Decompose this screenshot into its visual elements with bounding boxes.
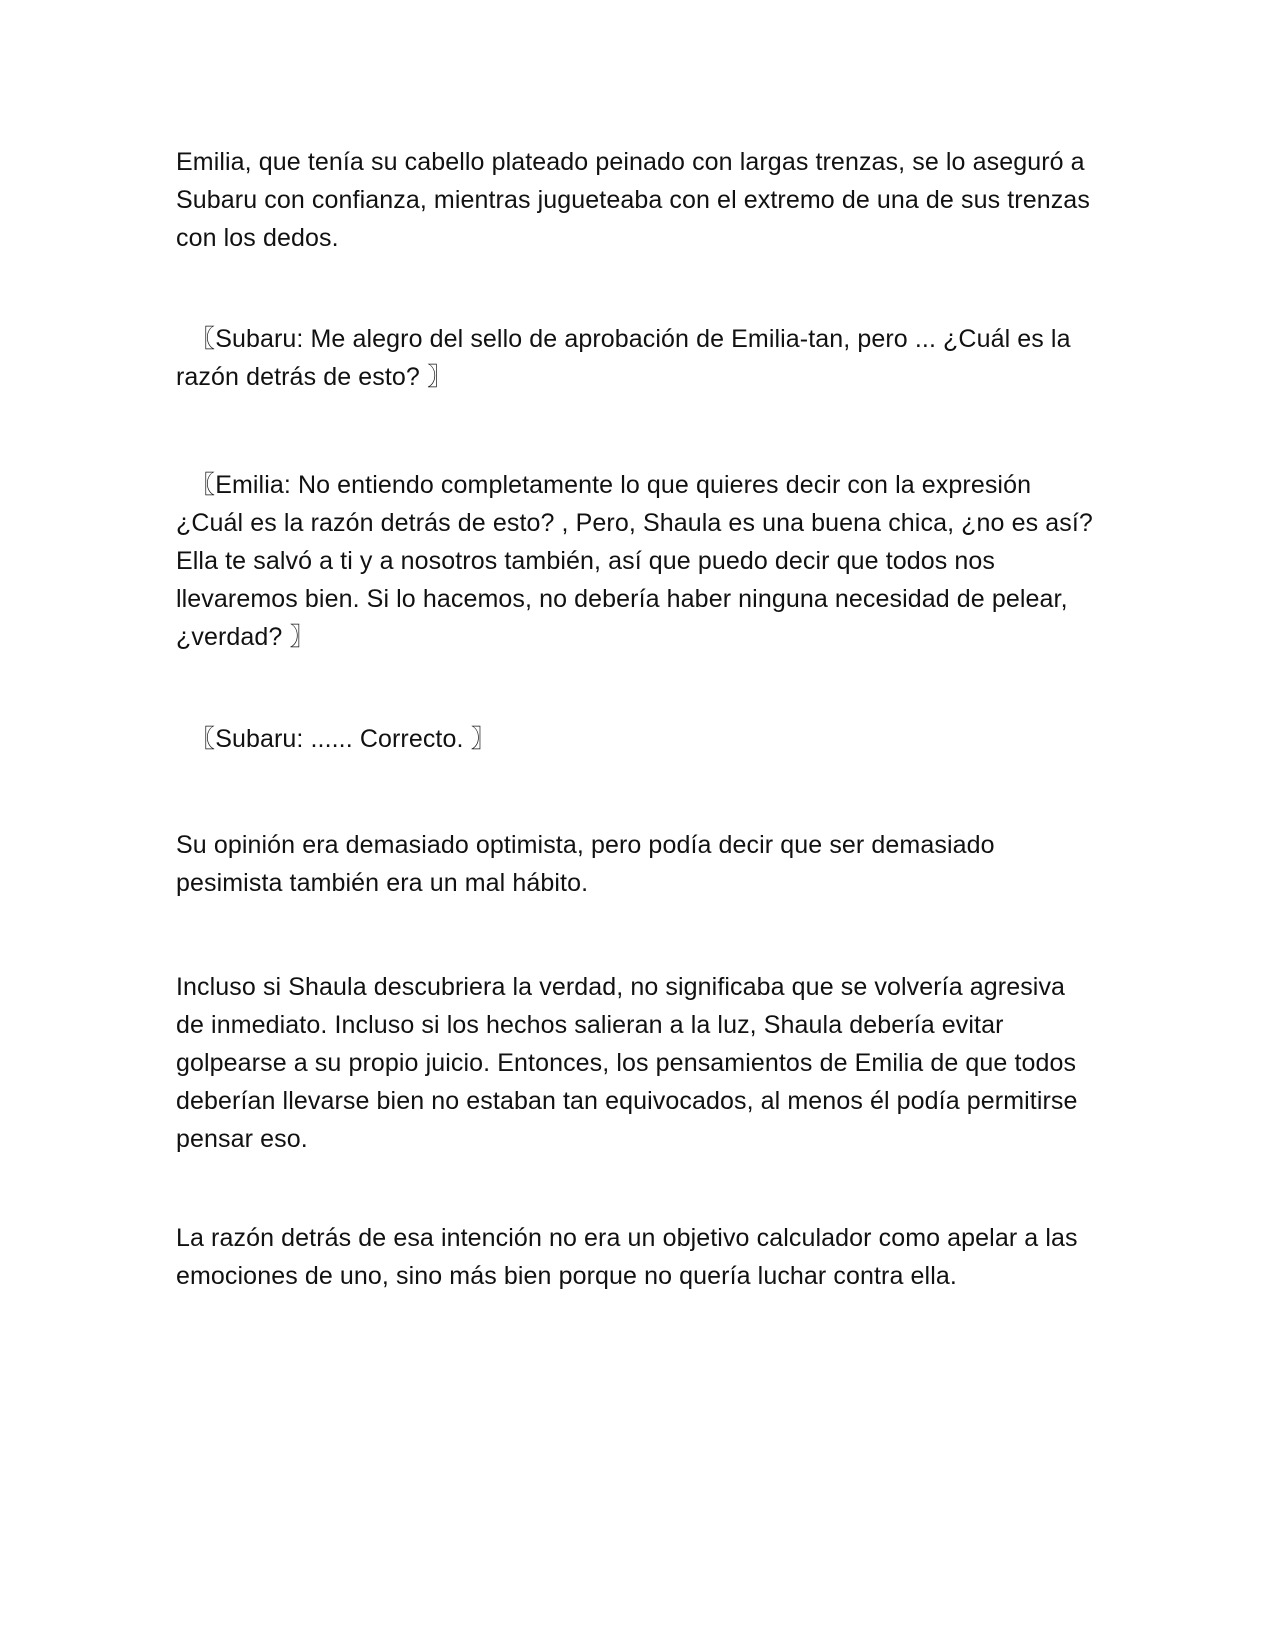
- dialogue-emilia-reason: 〖Emilia: No entiendo completamente lo que quieres decir con la expresión ¿Cuál es la razón detrás de esto? , Pero, Shaula es una buena chica, ¿no es así? Ella te salvó a ti y a nosotros también, así que puedo decir que todos nos llevaremos bien. Si lo hacemos, no debería haber ninguna necesidad de pelear, ¿verdad? 〗: [176, 471, 1093, 651]
- paragraph-optimistic-opinion: Su opinión era demasiado optimista, pero podía decir que ser demasiado pesimista también era un mal hábito.: [176, 831, 995, 897]
- paragraph-emilia-braids: Emilia, que tenía su cabello plateado peinado con largas trenzas, se lo aseguró a Subaru con confianza, mientras jugueteaba con el extremo de una de sus trenzas con los dedos.: [176, 148, 1090, 252]
- paragraph-intention-reason: La razón detrás de esa intención no era un objetivo calculador como apelar a las emociones de uno, sino más bien porque no quería luchar contra ella.: [176, 1224, 1078, 1290]
- dialogue-subaru-correct: 〖Subaru: ...... Correcto. 〗: [176, 725, 496, 753]
- dialogue-subaru-approval: 〖Subaru: Me alegro del sello de aprobación de Emilia-tan, pero ... ¿Cuál es la razón detrás de esto? 〗: [176, 325, 1071, 391]
- paragraph-shaula-truth: Incluso si Shaula descubriera la verdad, no significaba que se volvería agresiva de inmediato. Incluso si los hechos salieran a la luz, Shaula debería evitar golpearse a su propio juicio. Entonces, los pensamientos de Emilia de que todos deberían llevarse bien no estaban tan equivocados, al menos él podía permitirse pensar eso.: [176, 973, 1078, 1153]
